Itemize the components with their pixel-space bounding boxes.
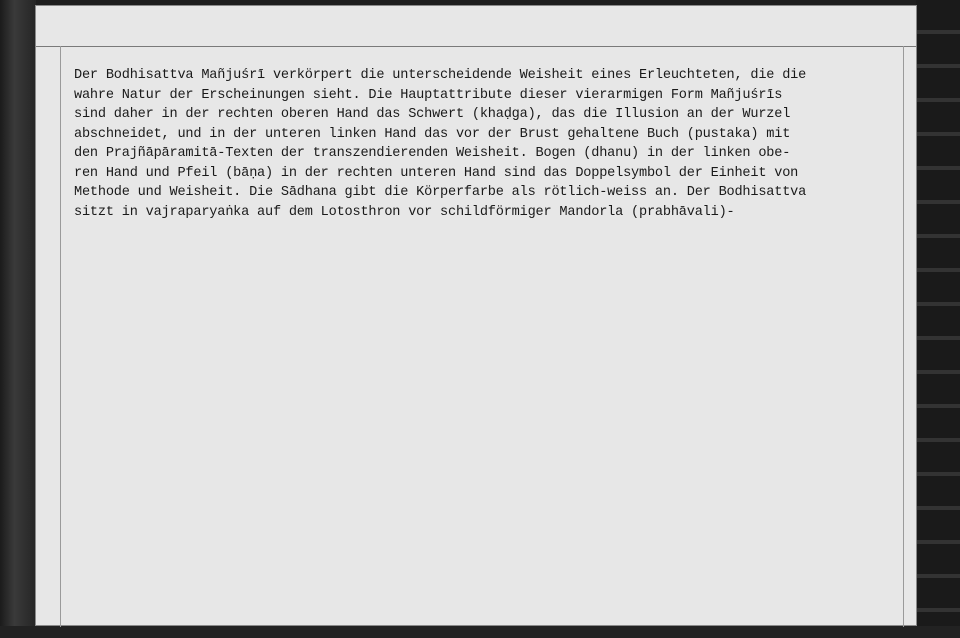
text-line-2: wahre Natur der Erscheinungen sieht. Die Hauptattribute dieser vierarmigen Form Mañjuśrīs bbox=[74, 87, 783, 103]
scanner-background-right bbox=[916, 0, 960, 638]
text-line-1: Der Bodhisattva Mañjuśrī verkörpert die unterscheidende Weisheit eines Erleuchteten, die die bbox=[74, 68, 807, 83]
index-card bbox=[35, 5, 917, 626]
text-line-8: sitzt in vajraparyaṅka auf dem Lotosthron vor schildförmiger Mandorla (prabhāvali)- bbox=[74, 204, 735, 220]
card-header-rule bbox=[36, 46, 916, 47]
text-line-4: abschneidet, und in der unteren linken Hand das vor der Brust gehaltene Buch (pustaka) mit bbox=[74, 126, 791, 142]
text-line-6: ren Hand und Pfeil (bāṇa) in der rechten unteren Hand sind das Doppelsymbol der Einheit von bbox=[74, 165, 799, 181]
card-body-text bbox=[74, 66, 904, 222]
text-line-7: Methode und Weisheit. Die Sādhana gibt die Körperfarbe als rötlich-weiss an. Der Bodhisattva bbox=[74, 185, 807, 200]
scanner-background-left bbox=[0, 0, 36, 638]
card-left-margin-rule bbox=[60, 46, 61, 627]
text-line-3: sind daher in der rechten oberen Hand das Schwert (khaḍga), das die Illusion an der Wurzel bbox=[74, 107, 791, 122]
text-line-5: den Prajñāpāramitā-Texten der transzendierenden Weisheit. Bogen (dhanu) in der linken obe- bbox=[74, 146, 791, 161]
scanner-background-bottom bbox=[0, 626, 960, 638]
